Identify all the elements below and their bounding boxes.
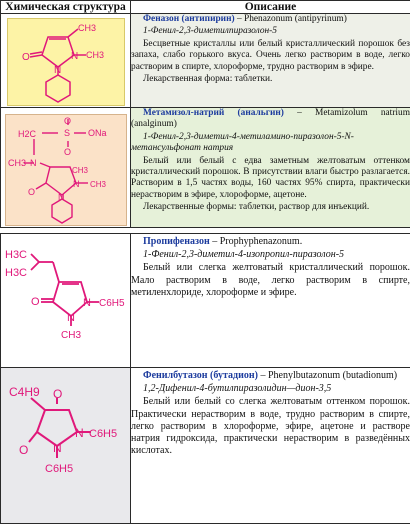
table-row bbox=[1, 14, 410, 108]
atom-n: N bbox=[67, 312, 75, 324]
structure-panel bbox=[7, 18, 125, 106]
header-structure: Химическая структура bbox=[1, 1, 131, 14]
structure-phenazone bbox=[8, 19, 124, 105]
atom-o: O bbox=[28, 187, 36, 197]
atom-n: N bbox=[71, 51, 79, 62]
atom-n: N bbox=[75, 426, 84, 440]
structure-cell bbox=[1, 234, 131, 368]
structure-phenylbutazone bbox=[1, 368, 131, 518]
drug-forms: Лекарственная форма: таблетки. bbox=[143, 74, 273, 85]
atom-n: N bbox=[58, 192, 65, 202]
drug-name: Фенилбутазон (бутадион) bbox=[143, 370, 258, 381]
drug-properties: Белый или слегка желтоватый кристаллический порошок. Мало растворим в воде, легко растворим в спирте, метиленхлориде, хлороформе и эфире. bbox=[131, 262, 410, 298]
table-row bbox=[1, 108, 410, 228]
drug-properties: Бесцветные кристаллы или белый кристаллический порошок без запаха, слабо горького вкуса. Очень легко растворим в воде, легко растворим в спирте, хлороформе, трудно растворим в эфире. bbox=[131, 38, 410, 72]
atom-c6h5: C6H5 bbox=[99, 298, 125, 309]
atom-h3c: H3C bbox=[5, 249, 28, 261]
header-description: Описание bbox=[131, 1, 410, 14]
table-row bbox=[1, 234, 410, 368]
atom-o: O bbox=[31, 296, 40, 308]
atom-n: N bbox=[83, 297, 91, 309]
description-cell bbox=[131, 368, 410, 524]
atom-s: S bbox=[64, 128, 71, 138]
description-cell bbox=[131, 14, 410, 108]
drug-iupac: 1-Фенил-2,3-диметилпиразолон-5 bbox=[143, 26, 277, 37]
drug-latin: Prophyphenazonum. bbox=[219, 236, 303, 247]
atom-n: N bbox=[30, 158, 37, 168]
drug-title: Пропифеназон – Prophyphenazonum. bbox=[143, 236, 303, 247]
atom-ch3: CH3 bbox=[78, 23, 97, 33]
atom-ch3: CH3 bbox=[61, 330, 82, 341]
drug-iupac: 1-Фенил-2,3-диметил-4-изопропил-пиразолон-5 bbox=[143, 249, 345, 261]
atom-o: O bbox=[64, 147, 72, 157]
drug-iupac: 1-Фенил-2,3-диметил-4-метиламино-пиразолон-5-N-метансульфонат натрия bbox=[131, 131, 354, 154]
drug-latin: Phenylbutazonum (butadionum) bbox=[267, 370, 398, 381]
structure-metamizole bbox=[6, 115, 126, 225]
atom-o: O bbox=[53, 387, 63, 401]
structure-cell bbox=[1, 108, 131, 228]
drug-latin: Phenazonum (antipyrinum) bbox=[243, 14, 347, 24]
atom-n: N bbox=[53, 441, 62, 455]
atom-h2c: H2C bbox=[18, 129, 37, 139]
drug-latin: Metamizolum natrium (analginum) bbox=[131, 108, 410, 130]
drug-properties: Белый или белый с едва заметным желтоватым оттенком кристаллический порошок. В присутствии влаги быстро разлагается. Растворим в 1,5 частях воды, 160 частях 95% спирта, практически нерастворим в эфире, хлороформе, ацетоне. bbox=[131, 155, 410, 200]
atom-o: O bbox=[64, 116, 72, 126]
description-cell bbox=[131, 108, 410, 228]
atom-n: N bbox=[73, 179, 80, 189]
description-cell bbox=[131, 234, 410, 368]
drug-iupac: 1,2-Дифенил-4-бутилпиразолидин—дион-3,5 bbox=[143, 383, 332, 395]
drug-title: Фенилбутазон (бутадион) – Phenylbutazonum (butadionum) bbox=[143, 370, 398, 381]
atom-h3c: H3C bbox=[5, 267, 28, 279]
structure-propyphenazone bbox=[1, 234, 131, 362]
atom-ch3: CH3 bbox=[90, 180, 107, 189]
atom-ch3: CH3 bbox=[8, 158, 27, 168]
atom-ona: ONa bbox=[88, 128, 107, 138]
atom-c6h5: C6H5 bbox=[45, 463, 74, 475]
atom-ch3: CH3 bbox=[86, 50, 105, 60]
atom-c4h9: C4H9 bbox=[9, 385, 40, 399]
drug-title: Феназон (антипирин) – Phenazonum (antipyrinum) bbox=[143, 14, 347, 24]
atom-o: O bbox=[22, 52, 30, 63]
drug-name: Пропифеназон bbox=[143, 236, 210, 247]
structure-cell bbox=[1, 368, 131, 524]
drug-title: Метамизол-натрий (анальгин) – Metamizolum natrium (analginum) bbox=[131, 108, 410, 130]
drug-forms: Лекарственные формы: таблетки, раствор для инъекций. bbox=[143, 202, 370, 213]
structure-cell bbox=[1, 14, 131, 108]
atom-c6h5: C6H5 bbox=[89, 428, 118, 440]
table-header-row bbox=[1, 1, 410, 14]
atom-o: O bbox=[19, 443, 29, 457]
drug-properties: Белый или белый со слегка желтоватым оттенком порошок. Практически нерастворим в воде, трудно растворим в спирте, легко растворим в хлороформе, эфире, ацетоне и растворе натрия гидроксида, практически нерастворим в разведённых кислотах. bbox=[131, 396, 410, 457]
drug-name: Метамизол-натрий (анальгин) bbox=[143, 108, 284, 118]
table-row bbox=[1, 368, 410, 524]
drug-name: Феназон (антипирин) bbox=[143, 14, 235, 24]
structure-panel bbox=[5, 114, 127, 226]
atom-ch3: CH3 bbox=[72, 166, 89, 175]
atom-n: N bbox=[54, 65, 62, 76]
